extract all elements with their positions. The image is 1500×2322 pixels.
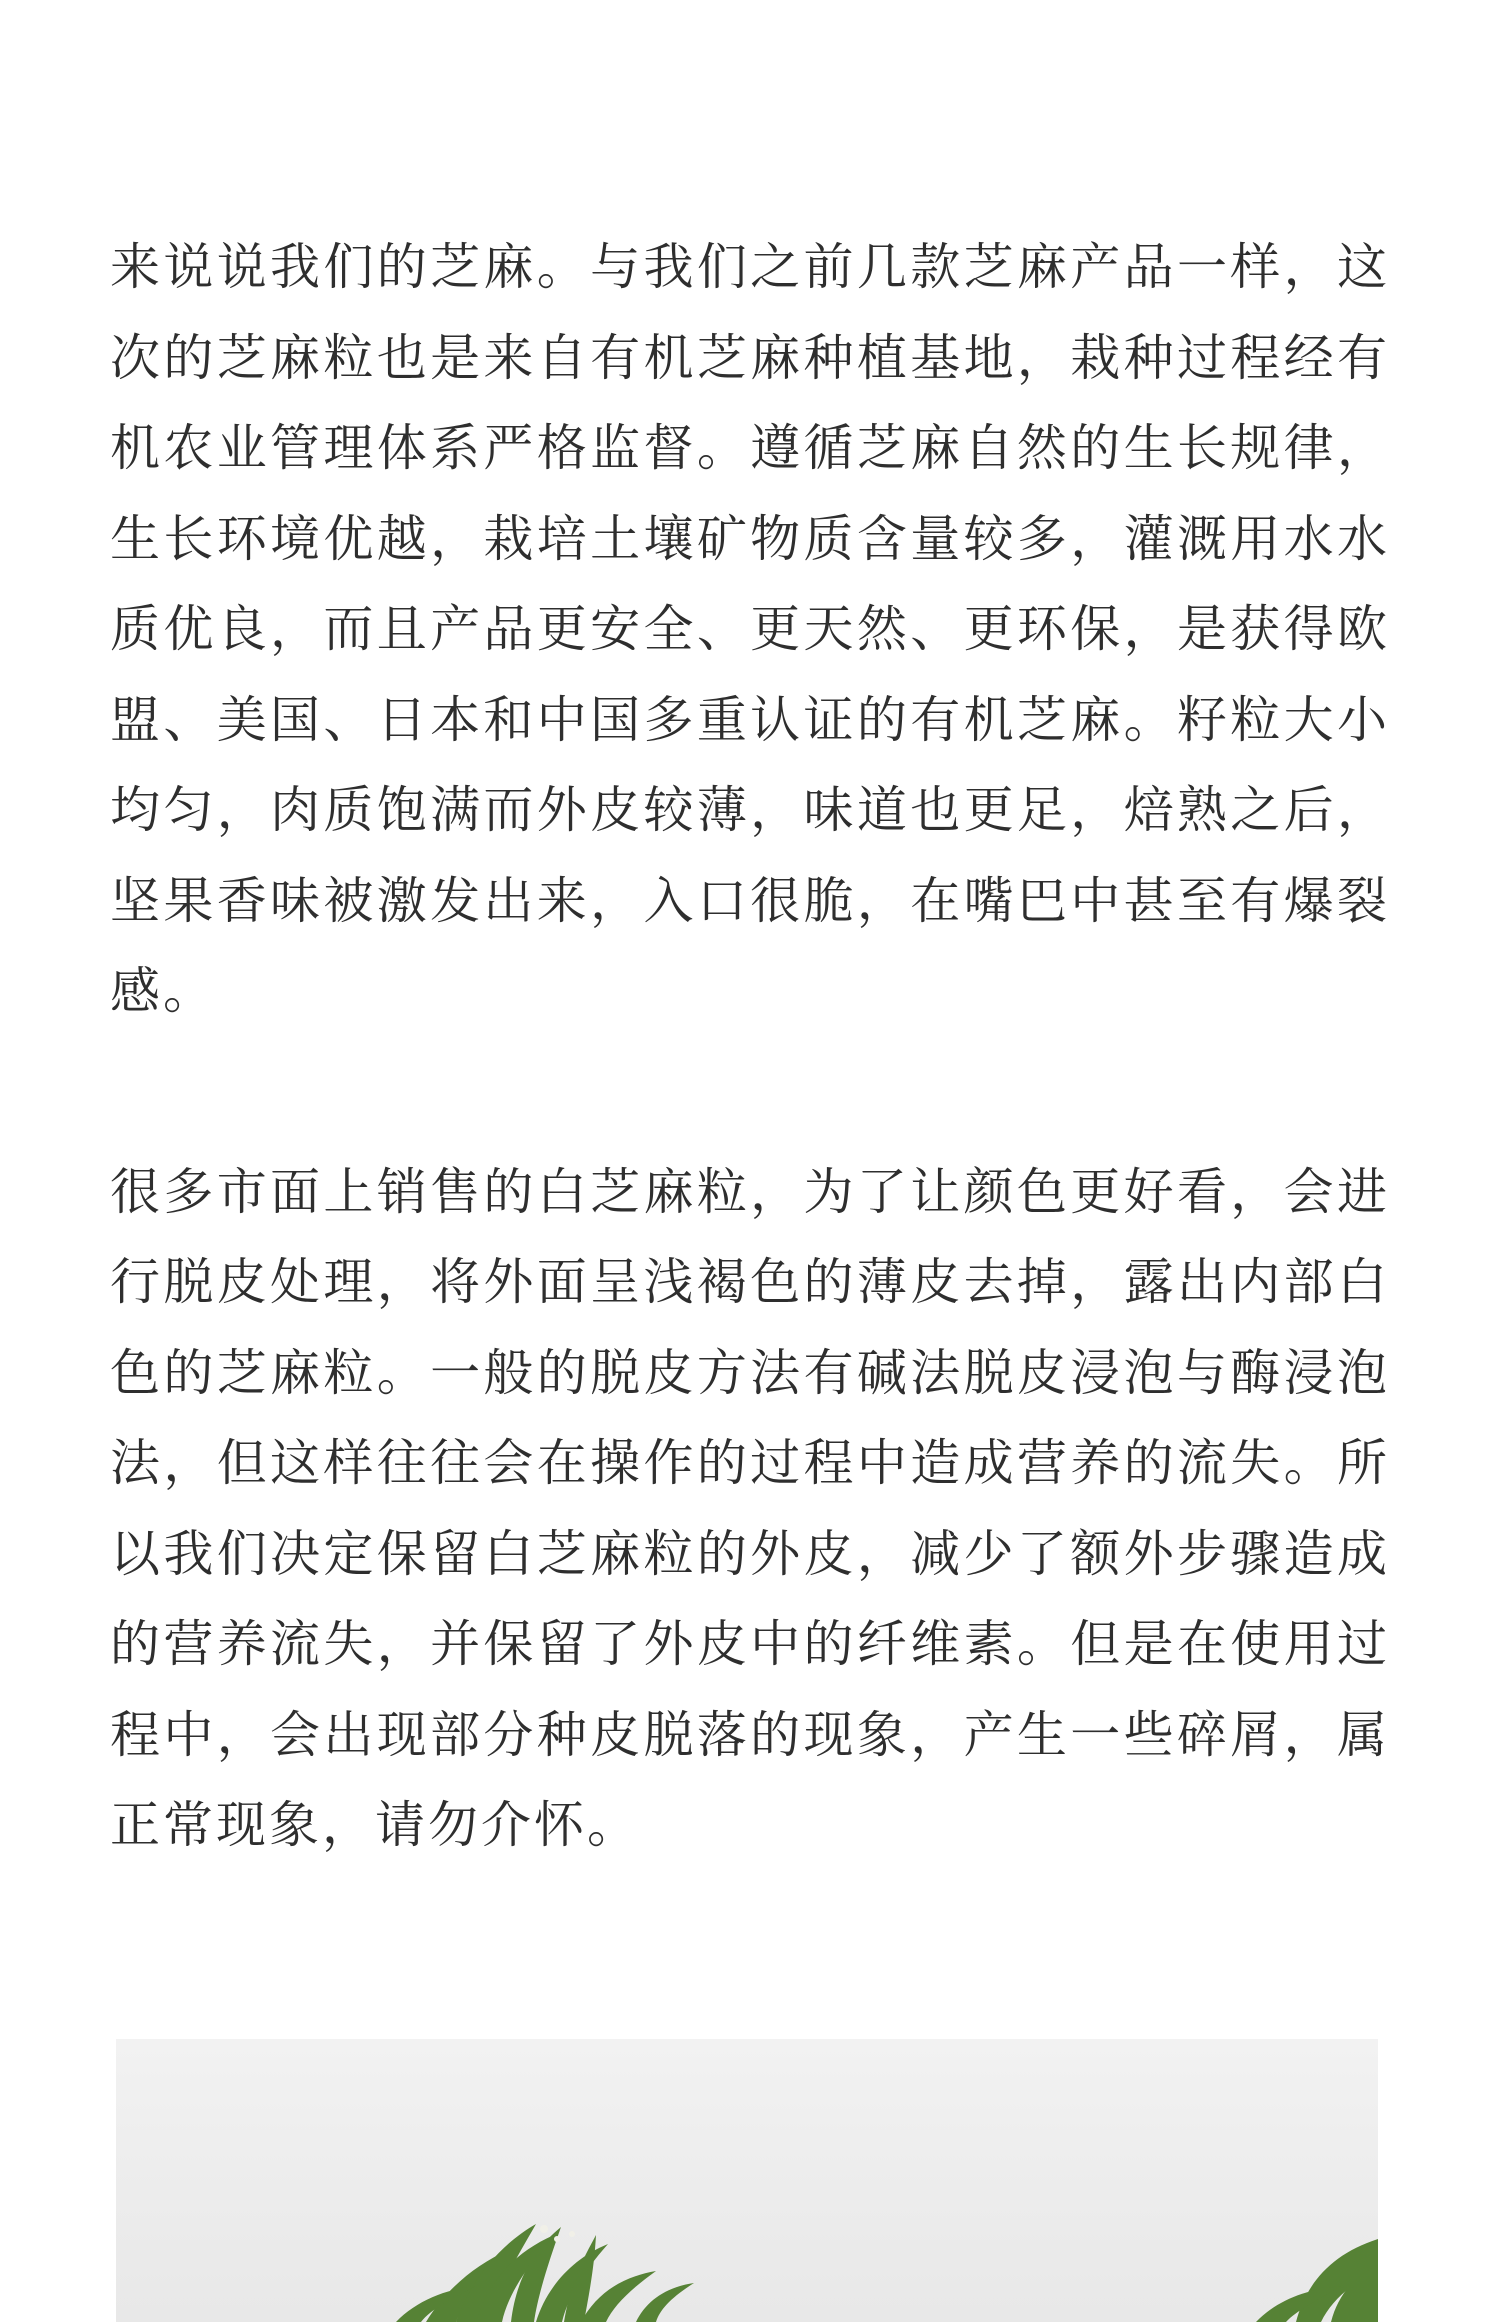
paragraph-sesame-origin: 来说说我们的芝麻。与我们之前几款芝麻产品一样，这次的芝麻粒也是来自有机芝麻种植基地，栽种过程经有机农业管理体系严格监督。遵循芝麻自然的生长规律，生长环境优越，栽培土壤矿物质含量较多，灌溉用水水质优良，而且产品更安全、更天然、更环保，是获得欧盟、美国、日本和中国多重认证的有机芝麻。籽粒大小均匀，肉质饱满而外皮较薄，味道也更足，焙熟之后，坚果香味被激发出来，入口很脆，在嘴巴中甚至有爆裂感。 [110,238,1390,1020]
article-body [110,222,1390,1871]
leaf-cluster-left [396,2224,694,2322]
leaf-cluster-right [1256,2239,1378,2322]
paragraph-sesame-hulling: 很多市面上销售的白芝麻粒，为了让颜色更好看，会进行脱皮处理，将外面呈浅褐色的薄皮去掉，露出内部白色的芝麻粒。一般的脱皮方法有碱法脱皮浸泡与酶浸泡法，但这样往往会在操作的过程中造成营养的流失。所以我们决定保留白芝麻粒的外皮，减少了额外步骤造成的营养流失，并保留了外皮中的纤维素。但是在使用过程中，会出现部分种皮脱落的现象，产生一些碎屑，属正常现象，请勿介怀。 [110,1162,1390,1854]
product-photo [116,2039,1378,2322]
plant-leaves-image [116,2039,1378,2322]
